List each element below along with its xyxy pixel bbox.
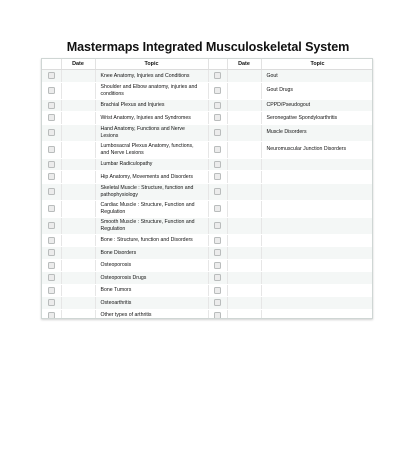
right-checkbox-cell	[208, 200, 227, 217]
left-date-cell[interactable]	[61, 309, 95, 319]
left-checkbox-cell	[42, 82, 61, 99]
right-topic-cell	[261, 247, 373, 260]
left-topic-cell: Wrist Anatomy, Injuries and Syndromes	[95, 112, 208, 125]
right-date-cell[interactable]	[227, 158, 261, 171]
right-checkbox-cell	[208, 247, 227, 260]
left-date-cell[interactable]	[61, 247, 95, 260]
right-date-cell[interactable]	[227, 99, 261, 112]
completed-checkbox[interactable]	[214, 173, 221, 180]
left-checkbox-cell	[42, 284, 61, 297]
table-row	[42, 141, 373, 158]
completed-checkbox[interactable]	[48, 87, 55, 94]
completed-checkbox[interactable]	[48, 312, 55, 319]
table-row	[42, 284, 373, 297]
right-topic-cell	[261, 309, 373, 319]
right-date-cell[interactable]	[227, 284, 261, 297]
right-date-cell[interactable]	[227, 82, 261, 99]
right-date-cell[interactable]	[227, 112, 261, 125]
left-topic-cell: Knee Anatomy, Injuries and Conditions	[95, 70, 208, 83]
right-topic-cell	[261, 284, 373, 297]
left-checkbox-cell	[42, 234, 61, 247]
right-topic-cell	[261, 171, 373, 184]
left-checkbox-cell	[42, 70, 61, 83]
topic-checklist-table	[41, 58, 373, 319]
table-row	[42, 183, 373, 200]
right-checkbox-cell	[208, 171, 227, 184]
left-topic-cell: Smooth Muscle : Structure, Function and Regulation	[95, 217, 208, 234]
table-row	[42, 309, 373, 319]
right-topic-cell: Gout	[261, 70, 373, 83]
right-topic-cell	[261, 234, 373, 247]
table-row	[42, 259, 373, 272]
left-topic-cell: Bone Disorders	[95, 247, 208, 260]
left-topic-cell: Shoulder and Elbow anatomy, injuries and conditions	[95, 82, 208, 99]
left-topic-cell: Cardiac Muscle : Structure, Function and Regulation	[95, 200, 208, 217]
table-row	[42, 217, 373, 234]
table-row	[42, 124, 373, 141]
completed-checkbox[interactable]	[214, 146, 221, 153]
completed-checkbox[interactable]	[214, 312, 221, 319]
completed-checkbox[interactable]	[48, 262, 55, 269]
left-date-cell[interactable]	[61, 297, 95, 310]
left-checkbox-cell	[42, 124, 61, 141]
table-row	[42, 158, 373, 171]
left-checkbox-cell	[42, 112, 61, 125]
right-date-cell[interactable]	[227, 141, 261, 158]
table-row	[42, 200, 373, 217]
right-date-cell[interactable]	[227, 124, 261, 141]
completed-checkbox[interactable]	[48, 72, 55, 79]
right-checkbox-cell	[208, 70, 227, 83]
completed-checkbox[interactable]	[48, 274, 55, 281]
completed-checkbox[interactable]	[214, 205, 221, 212]
completed-checkbox[interactable]	[214, 87, 221, 94]
page-title: Mastermaps Integrated Musculoskeletal System	[66, 40, 350, 54]
left-topic-cell: Bone : Structure, function and Disorders	[95, 234, 208, 247]
left-checkbox-cell	[42, 99, 61, 112]
right-topic-cell	[261, 272, 373, 285]
completed-checkbox[interactable]	[48, 287, 55, 294]
right-checkbox-cell	[208, 272, 227, 285]
completed-checkbox[interactable]	[48, 129, 55, 136]
right-topic-cell	[261, 259, 373, 272]
left-date-cell[interactable]	[61, 234, 95, 247]
left-checkbox-cell	[42, 247, 61, 260]
table-row	[42, 99, 373, 112]
table-row	[42, 82, 373, 99]
left-checkbox-cell	[42, 183, 61, 200]
left-date-cell[interactable]	[61, 158, 95, 171]
right-topic-cell: Muscle Disorders	[261, 124, 373, 141]
right-checkbox-cell	[208, 284, 227, 297]
left-checkbox-cell	[42, 259, 61, 272]
left-topic-cell: Osteoporosis	[95, 259, 208, 272]
right-checkbox-cell	[208, 297, 227, 310]
completed-checkbox[interactable]	[214, 114, 221, 121]
completed-checkbox[interactable]	[48, 114, 55, 121]
left-checkbox-cell	[42, 171, 61, 184]
left-date-cell[interactable]	[61, 259, 95, 272]
right-checkbox-header	[208, 59, 227, 70]
completed-checkbox[interactable]	[214, 222, 221, 229]
completed-checkbox[interactable]	[48, 222, 55, 229]
right-checkbox-cell	[208, 112, 227, 125]
right-checkbox-cell	[208, 99, 227, 112]
table-row	[42, 297, 373, 310]
left-topic-cell: Osteoarthritis	[95, 297, 208, 310]
completed-checkbox[interactable]	[214, 102, 221, 109]
completed-checkbox[interactable]	[48, 161, 55, 168]
completed-checkbox[interactable]	[48, 299, 55, 306]
completed-checkbox[interactable]	[214, 188, 221, 195]
left-topic-cell: Brachial Plexus and Injuries	[95, 99, 208, 112]
table-row	[42, 171, 373, 184]
left-topic-cell: Other types of arthritis	[95, 309, 208, 319]
right-topic-cell	[261, 217, 373, 234]
table-row	[42, 70, 373, 83]
completed-checkbox[interactable]	[48, 237, 55, 244]
right-topic-cell	[261, 200, 373, 217]
right-checkbox-cell	[208, 82, 227, 99]
completed-checkbox[interactable]	[214, 249, 221, 256]
left-date-cell[interactable]	[61, 99, 95, 112]
left-topic-header: Topic	[95, 59, 208, 70]
right-topic-cell	[261, 183, 373, 200]
right-date-cell[interactable]	[227, 183, 261, 200]
left-topic-cell: Lumbosacral Plexus Anatomy, functions, and Nerve Lesions	[95, 141, 208, 158]
left-topic-cell: Osteoporosis Drugs	[95, 272, 208, 285]
right-date-cell[interactable]	[227, 171, 261, 184]
left-checkbox-cell	[42, 217, 61, 234]
right-topic-cell: Seronegative Spondyloarthritis	[261, 112, 373, 125]
left-checkbox-cell	[42, 158, 61, 171]
right-checkbox-cell	[208, 183, 227, 200]
left-date-cell[interactable]	[61, 112, 95, 125]
right-date-cell[interactable]	[227, 200, 261, 217]
table-row	[42, 234, 373, 247]
completed-checkbox[interactable]	[214, 161, 221, 168]
right-date-cell[interactable]	[227, 217, 261, 234]
completed-checkbox[interactable]	[214, 287, 221, 294]
right-checkbox-cell	[208, 158, 227, 171]
right-topic-cell	[261, 297, 373, 310]
left-date-cell[interactable]	[61, 124, 95, 141]
left-date-cell[interactable]	[61, 284, 95, 297]
completed-checkbox[interactable]	[214, 274, 221, 281]
left-date-cell[interactable]	[61, 200, 95, 217]
checklist-grid	[42, 59, 373, 319]
right-checkbox-cell	[208, 217, 227, 234]
completed-checkbox[interactable]	[48, 188, 55, 195]
right-date-cell[interactable]	[227, 297, 261, 310]
left-checkbox-cell	[42, 272, 61, 285]
left-topic-cell: Hip Anatomy, Movements and Disorders	[95, 171, 208, 184]
completed-checkbox[interactable]	[48, 205, 55, 212]
table-row	[42, 112, 373, 125]
left-topic-cell: Lumbar Radiculopathy	[95, 158, 208, 171]
right-checkbox-cell	[208, 124, 227, 141]
right-checkbox-cell	[208, 309, 227, 319]
right-date-cell[interactable]	[227, 259, 261, 272]
right-date-cell[interactable]	[227, 70, 261, 83]
completed-checkbox[interactable]	[214, 129, 221, 136]
left-topic-cell: Bone Tumors	[95, 284, 208, 297]
right-date-cell[interactable]	[227, 247, 261, 260]
completed-checkbox[interactable]	[48, 102, 55, 109]
completed-checkbox[interactable]	[214, 72, 221, 79]
completed-checkbox[interactable]	[48, 249, 55, 256]
left-checkbox-header	[42, 59, 61, 70]
completed-checkbox[interactable]	[48, 173, 55, 180]
left-date-cell[interactable]	[61, 272, 95, 285]
completed-checkbox[interactable]	[214, 262, 221, 269]
right-checkbox-cell	[208, 141, 227, 158]
table-row	[42, 247, 373, 260]
left-checkbox-cell	[42, 297, 61, 310]
right-topic-cell: CPPD/Pseudogout	[261, 99, 373, 112]
left-date-cell[interactable]	[61, 82, 95, 99]
right-topic-cell: Neuromuscular Junction Disorders	[261, 141, 373, 158]
right-checkbox-cell	[208, 259, 227, 272]
completed-checkbox[interactable]	[214, 299, 221, 306]
right-date-cell[interactable]	[227, 309, 261, 319]
completed-checkbox[interactable]	[48, 146, 55, 153]
left-date-header: Date	[61, 59, 95, 70]
right-checkbox-cell	[208, 234, 227, 247]
left-topic-cell: Skeletal Muscle : Structure, function and pathophysiology	[95, 183, 208, 200]
left-checkbox-cell	[42, 309, 61, 319]
right-topic-cell: Gout Drugs	[261, 82, 373, 99]
right-date-cell[interactable]	[227, 272, 261, 285]
header-row	[42, 59, 373, 70]
left-date-cell[interactable]	[61, 141, 95, 158]
right-topic-cell	[261, 158, 373, 171]
completed-checkbox[interactable]	[214, 237, 221, 244]
right-topic-header: Topic	[261, 59, 373, 70]
table-row	[42, 272, 373, 285]
left-topic-cell: Hand Anatomy, Functions and Nerve Lesions	[95, 124, 208, 141]
left-date-cell[interactable]	[61, 70, 95, 83]
left-date-cell[interactable]	[61, 217, 95, 234]
right-date-header: Date	[227, 59, 261, 70]
right-date-cell[interactable]	[227, 234, 261, 247]
left-date-cell[interactable]	[61, 183, 95, 200]
left-checkbox-cell	[42, 141, 61, 158]
left-checkbox-cell	[42, 200, 61, 217]
left-date-cell[interactable]	[61, 171, 95, 184]
